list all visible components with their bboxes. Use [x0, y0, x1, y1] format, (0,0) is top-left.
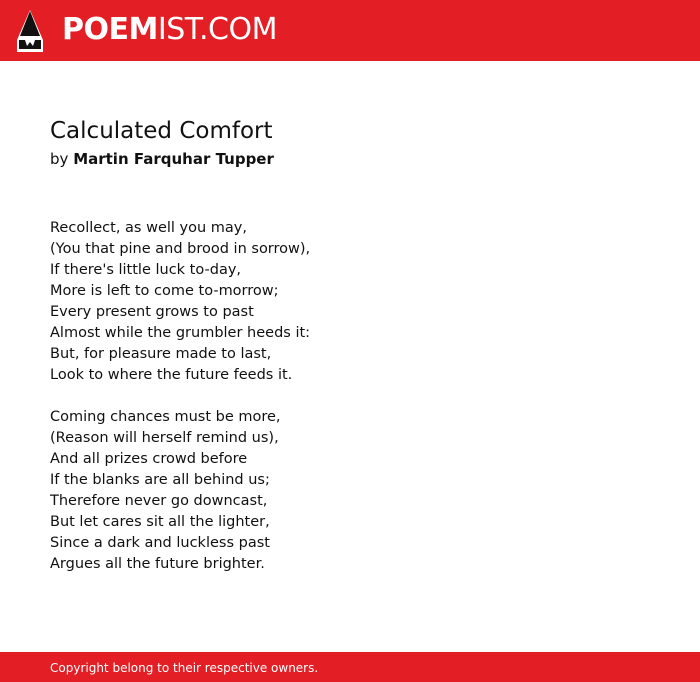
copyright-text: Copyright belong to their respective owners.	[50, 661, 319, 675]
site-logo[interactable]	[62, 10, 277, 50]
byline	[50, 148, 274, 170]
poem-line: Almost while the grumbler heeds it:	[50, 325, 311, 341]
poem-line: And all prizes crowd before	[50, 451, 248, 467]
stanza	[50, 218, 310, 386]
poem-title: Calculated Comfort	[50, 118, 273, 144]
poem-line: If the blanks are all behind us;	[50, 472, 270, 488]
poem-body	[50, 218, 310, 596]
poem-line: More is left to come to-morrow;	[50, 283, 279, 299]
logo-bold-text: POEM	[62, 12, 158, 47]
stanza	[50, 407, 310, 575]
poem-line: Therefore never go downcast,	[50, 493, 268, 509]
poem-line: (Reason will herself remind us),	[50, 430, 279, 446]
poem-line: Coming chances must be more,	[50, 409, 281, 425]
site-footer	[0, 652, 700, 682]
pencil-icon[interactable]	[17, 10, 43, 52]
poem-line: If there's little luck to-day,	[50, 262, 242, 278]
poem-line: Argues all the future brighter.	[50, 556, 265, 572]
poem-line: But let cares sit all the lighter,	[50, 514, 270, 530]
poem-line: But, for pleasure made to last,	[50, 346, 272, 362]
by-label: by	[50, 150, 69, 168]
site-header	[0, 0, 700, 61]
logo-light-text: IST.COM	[157, 12, 277, 47]
poem-line: Since a dark and luckless past	[50, 535, 270, 551]
poem-line: Recollect, as well you may,	[50, 220, 247, 236]
author-name: Martin Farquhar Tupper	[73, 150, 274, 168]
poem-line: Look to where the future feeds it.	[50, 367, 293, 383]
poem-line: Every present grows to past	[50, 304, 254, 320]
poem-line: (You that pine and brood in sorrow),	[50, 241, 311, 257]
